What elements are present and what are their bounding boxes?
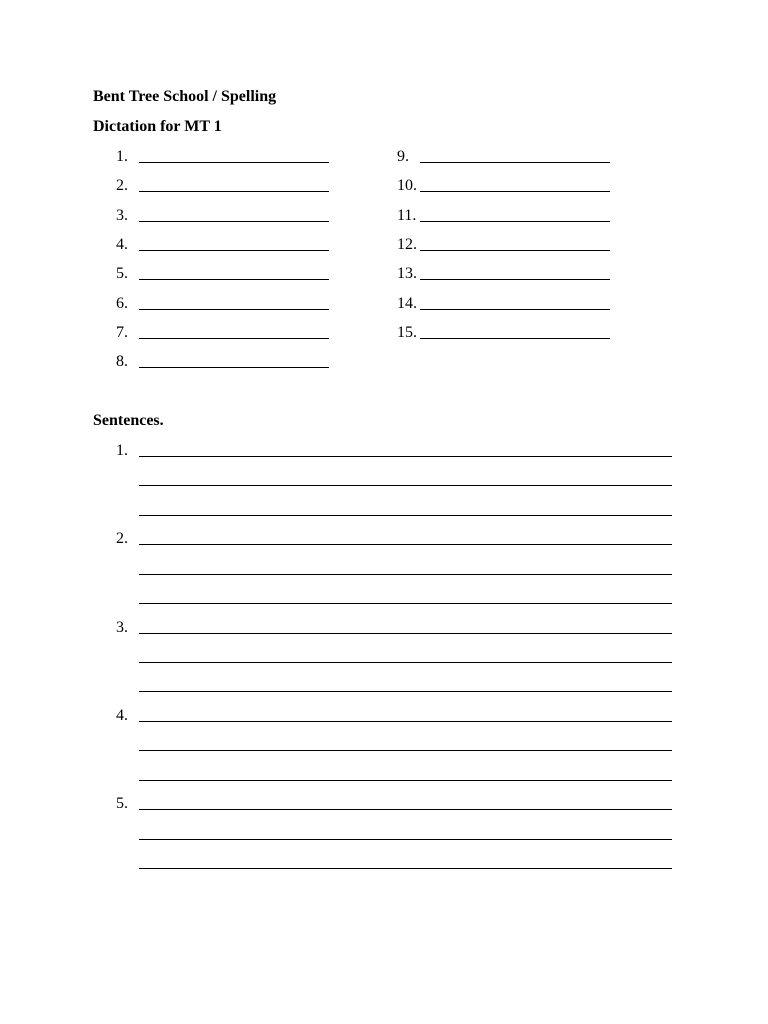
dictation-answer-line[interactable] bbox=[139, 191, 329, 192]
dictation-item-number: 9. bbox=[397, 148, 409, 165]
sentence-writing-line[interactable] bbox=[139, 662, 672, 663]
sentence-item-number: 2. bbox=[116, 530, 128, 548]
dictation-answer-line[interactable] bbox=[420, 309, 610, 310]
dictation-item-number: 2. bbox=[116, 177, 128, 195]
page-title: Bent Tree School / Spelling bbox=[93, 88, 277, 105]
dictation-item-number: 14. bbox=[397, 294, 417, 312]
sentence-item-number: 3. bbox=[116, 618, 128, 636]
sentence-writing-line[interactable] bbox=[139, 456, 672, 457]
dictation-answer-line[interactable] bbox=[139, 279, 329, 280]
dictation-answer-line[interactable] bbox=[420, 338, 610, 339]
sentence-item-number: 5. bbox=[116, 795, 128, 813]
sentence-writing-line[interactable] bbox=[139, 809, 672, 810]
dictation-item-number: 7. bbox=[116, 323, 128, 341]
sentence-writing-line[interactable] bbox=[139, 633, 672, 634]
dictation-item-number: 10. bbox=[397, 177, 417, 195]
sentence-writing-line[interactable] bbox=[139, 515, 672, 516]
dictation-answer-line[interactable] bbox=[420, 221, 610, 222]
sentence-writing-line[interactable] bbox=[139, 750, 672, 751]
dictation-heading: Dictation for MT 1 bbox=[93, 118, 222, 135]
dictation-answer-line[interactable] bbox=[420, 191, 610, 192]
dictation-answer-line[interactable] bbox=[139, 162, 329, 163]
dictation-item-number: 11. bbox=[397, 206, 417, 224]
sentence-writing-line[interactable] bbox=[139, 868, 672, 869]
sentence-writing-line[interactable] bbox=[139, 544, 672, 545]
dictation-answer-line[interactable] bbox=[139, 338, 329, 339]
dictation-answer-line[interactable] bbox=[139, 250, 329, 251]
dictation-item-number: 8. bbox=[116, 353, 128, 371]
dictation-answer-line[interactable] bbox=[420, 250, 610, 251]
dictation-item-number: 3. bbox=[116, 206, 128, 224]
sentence-writing-line[interactable] bbox=[139, 485, 672, 486]
sentence-writing-line[interactable] bbox=[139, 603, 672, 604]
dictation-item-number: 12. bbox=[397, 235, 417, 253]
dictation-answer-line[interactable] bbox=[139, 367, 329, 368]
sentence-writing-line[interactable] bbox=[139, 574, 672, 575]
sentences-heading: Sentences. bbox=[93, 412, 164, 429]
dictation-answer-line[interactable] bbox=[139, 309, 329, 310]
sentence-writing-line[interactable] bbox=[139, 721, 672, 722]
sentence-writing-line[interactable] bbox=[139, 839, 672, 840]
dictation-item-number: 13. bbox=[397, 265, 417, 283]
dictation-item-number: 1. bbox=[116, 148, 128, 165]
dictation-item-number: 5. bbox=[116, 265, 128, 283]
sentence-writing-line[interactable] bbox=[139, 780, 672, 781]
sentence-item-number: 4. bbox=[116, 706, 128, 724]
dictation-answer-line[interactable] bbox=[420, 279, 610, 280]
sentence-item-number: 1. bbox=[116, 442, 128, 459]
dictation-item-number: 15. bbox=[397, 323, 417, 341]
dictation-answer-line[interactable] bbox=[420, 162, 610, 163]
dictation-answer-line[interactable] bbox=[139, 221, 329, 222]
sentence-writing-line[interactable] bbox=[139, 691, 672, 692]
dictation-item-number: 6. bbox=[116, 294, 128, 312]
dictation-item-number: 4. bbox=[116, 235, 128, 253]
